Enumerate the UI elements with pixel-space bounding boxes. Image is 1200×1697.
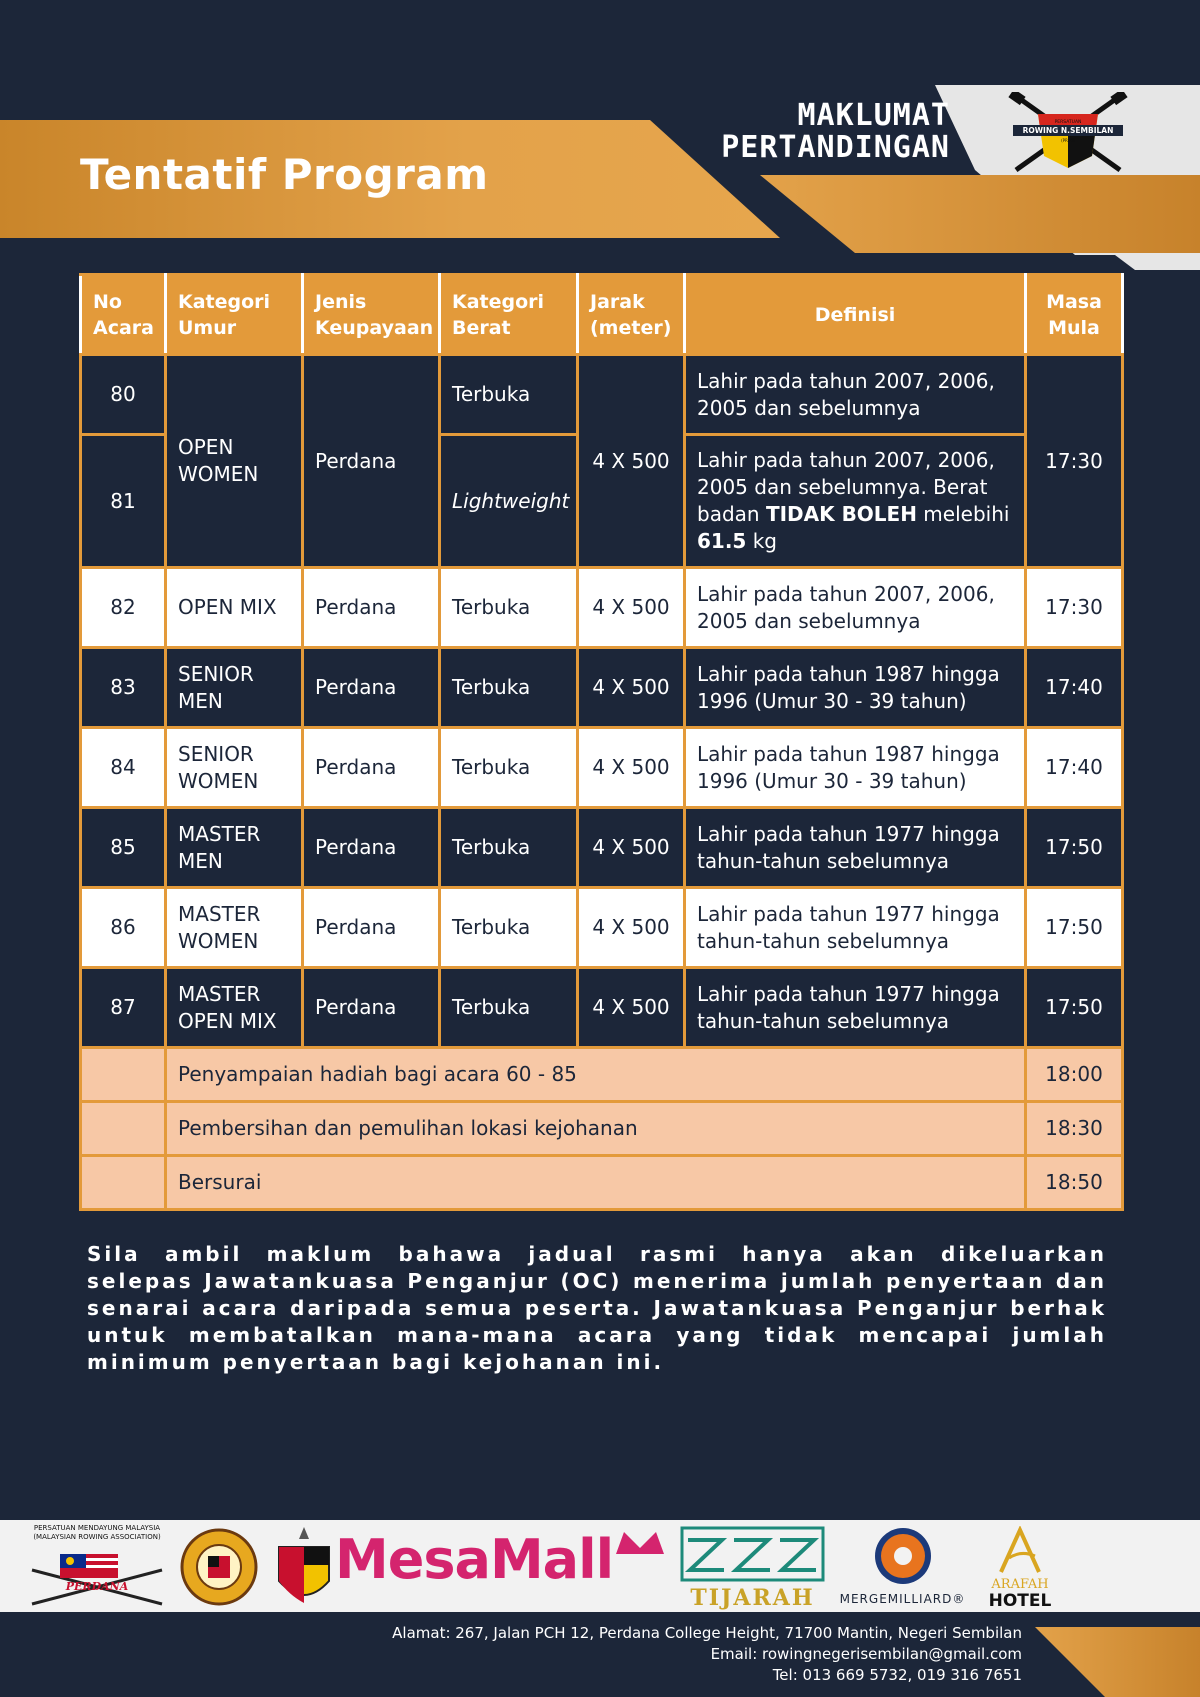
badge-line2: PERTANDINGAN xyxy=(721,130,950,165)
table-header-row xyxy=(81,275,1123,355)
cell-masa: 17:40 xyxy=(1026,648,1123,728)
cell-kategori-umur: MASTER MEN xyxy=(166,808,303,888)
col-no: No Acara xyxy=(81,275,166,355)
pmm-flag-icon xyxy=(22,1542,172,1608)
footer-corner xyxy=(1035,1627,1200,1697)
mergemilliard-gear-icon xyxy=(858,1524,948,1588)
definisi-bold: 61.5 xyxy=(697,529,747,553)
cell-empty xyxy=(81,1156,166,1210)
cell-berat: Terbuka xyxy=(440,728,578,808)
extra-row xyxy=(81,1102,1123,1156)
tijarah-logo xyxy=(680,1526,825,1610)
cell-definisi: Lahir pada tahun 1977 hingga tahun-tahun sebelumnya xyxy=(685,808,1026,888)
mesamall-logo: MesaMall xyxy=(335,1528,614,1591)
cell-berat: Terbuka xyxy=(440,568,578,648)
cell-kategori-umur: SENIOR MEN xyxy=(166,648,303,728)
cell-masa: 18:00 xyxy=(1026,1048,1123,1102)
pmm-line1: PERSATUAN MENDAYUNG MALAYSIA xyxy=(33,1524,161,1532)
cell-berat: Terbuka xyxy=(440,808,578,888)
cell-jenis: Perdana xyxy=(303,355,440,568)
cell-masa: 17:40 xyxy=(1026,728,1123,808)
cell-no: 85 xyxy=(81,808,166,888)
cell-jarak: 4 X 500 xyxy=(578,648,685,728)
logo-text-top: PERSATUAN xyxy=(1054,120,1082,125)
cell-no: 83 xyxy=(81,648,166,728)
contact-email: Email: rowingnegerisembilan@gmail.com xyxy=(710,1645,1022,1663)
rowing-logo-icon xyxy=(1008,92,1128,172)
col-definisi: Definisi xyxy=(685,275,1026,355)
col-jenis: Jenis Keupayaan xyxy=(303,275,440,355)
pmm-line2: (MALAYSIAN ROWING ASSOCIATION) xyxy=(33,1533,161,1541)
cell-berat: Terbuka xyxy=(440,888,578,968)
cell-jarak: 4 X 500 xyxy=(578,888,685,968)
cell-extra-label: Bersurai xyxy=(166,1156,1026,1210)
definisi-part: Lahir pada tahun 2007, 2006, 2005 dan sebelumnya. Berat badan xyxy=(697,448,995,526)
cell-jenis: Perdana xyxy=(303,568,440,648)
mesamall-m-icon xyxy=(610,1526,670,1560)
page-title: Tentatif Program xyxy=(80,150,489,199)
cell-masa: 17:30 xyxy=(1026,568,1123,648)
arafah-logo xyxy=(975,1526,1065,1610)
tijarah-word: TIJARAH xyxy=(690,1585,815,1611)
cell-definisi: Lahir pada tahun 1977 hingga tahun-tahun sebelumnya xyxy=(685,968,1026,1048)
sponsor-band xyxy=(0,1520,1200,1612)
cell-masa: 17:50 xyxy=(1026,968,1123,1048)
col-berat: Kategori Berat xyxy=(440,275,578,355)
cell-no: 82 xyxy=(81,568,166,648)
cell-jenis: Perdana xyxy=(303,968,440,1048)
program-table xyxy=(79,273,1124,1211)
cell-berat: Terbuka xyxy=(440,648,578,728)
table-row xyxy=(81,728,1123,808)
cell-definisi: Lahir pada tahun 1987 hingga 1996 (Umur 30 - 39 tahun) xyxy=(685,648,1026,728)
cell-berat: Lightweight xyxy=(440,435,578,568)
cell-jenis: Perdana xyxy=(303,808,440,888)
cell-masa: 18:30 xyxy=(1026,1102,1123,1156)
cell-kategori-umur: OPEN MIX xyxy=(166,568,303,648)
cell-definisi xyxy=(685,435,1026,568)
cell-definisi: Lahir pada tahun 1977 hingga tahun-tahun sebelumnya xyxy=(685,888,1026,968)
badge-line1: MAKLUMAT xyxy=(797,98,950,133)
cell-no: 86 xyxy=(81,888,166,968)
cell-no: 80 xyxy=(81,355,166,435)
table-row xyxy=(81,808,1123,888)
arafah-a-icon xyxy=(995,1526,1045,1574)
table-row xyxy=(81,355,1123,435)
cell-kategori-umur: OPEN WOMEN xyxy=(166,355,303,568)
col-kategori-umur: Kategori Umur xyxy=(166,275,303,355)
mergemilliard-word: MERGEMILLIARD® xyxy=(839,1592,966,1606)
contact-tel: Tel: 013 669 5732, 019 316 7651 xyxy=(772,1666,1022,1684)
contact-block xyxy=(392,1623,1022,1686)
table-row xyxy=(81,568,1123,648)
table-row xyxy=(81,968,1123,1048)
arafah-word2: HOTEL xyxy=(988,1591,1052,1611)
cell-jarak: 4 X 500 xyxy=(578,728,685,808)
cell-jarak: 4 X 500 xyxy=(578,355,685,568)
logo-text-bottom: (PRNS) xyxy=(1061,138,1075,143)
badge-maklumat xyxy=(720,100,950,164)
cell-definisi: Lahir pada tahun 2007, 2006, 2005 dan sebelumnya xyxy=(685,568,1026,648)
definisi-bold: TIDAK BOLEH xyxy=(765,502,917,526)
arafah-word1: ARAFAH xyxy=(991,1577,1049,1592)
cell-extra-label: Pembersihan dan pemulihan lokasi kejohanan xyxy=(166,1102,1026,1156)
table-row xyxy=(81,888,1123,968)
notice-paragraph: Sila ambil maklum bahawa jadual rasmi hanya akan dikeluarkan selepas Jawatankuasa Penganjur (OC) menerima jumlah penyertaan dan senarai acara daripada semua peserta. Jawatankuasa Penganjur berhak untuk membatalkan mana-mana acara yang tidak mencapai jumlah minimum penyertaan bagi kejohanan ini. xyxy=(87,1242,1107,1374)
cell-kategori-umur: SENIOR WOMEN xyxy=(166,728,303,808)
cell-definisi: Lahir pada tahun 2007, 2006, 2005 dan sebelumnya xyxy=(685,355,1026,435)
cell-definisi: Lahir pada tahun 1987 hingga 1996 (Umur 30 - 39 tahun) xyxy=(685,728,1026,808)
cell-kategori-umur: MASTER OPEN MIX xyxy=(166,968,303,1048)
extra-row xyxy=(81,1156,1123,1210)
cell-masa: 17:50 xyxy=(1026,888,1123,968)
cell-empty xyxy=(81,1048,166,1102)
table-row xyxy=(81,648,1123,728)
cell-jenis: Perdana xyxy=(303,728,440,808)
cell-berat: Terbuka xyxy=(440,355,578,435)
tijarah-pattern-icon xyxy=(680,1526,825,1582)
cell-jarak: 4 X 500 xyxy=(578,808,685,888)
cell-jenis: Perdana xyxy=(303,648,440,728)
cell-no: 84 xyxy=(81,728,166,808)
cell-masa: 17:50 xyxy=(1026,808,1123,888)
definisi-part: kg xyxy=(746,529,777,553)
cell-jarak: 4 X 500 xyxy=(578,568,685,648)
pmm-logo xyxy=(22,1524,172,1611)
majlis-sukan-logo-icon xyxy=(172,1528,266,1606)
cell-empty xyxy=(81,1102,166,1156)
cell-no: 81 xyxy=(81,435,166,568)
cell-masa: 18:50 xyxy=(1026,1156,1123,1210)
cell-extra-label: Penyampaian hadiah bagi acara 60 - 85 xyxy=(166,1048,1026,1102)
pmm-word: PERDANA xyxy=(65,1580,129,1593)
ns-crest-icon xyxy=(275,1525,333,1609)
extra-row xyxy=(81,1048,1123,1102)
cell-no: 87 xyxy=(81,968,166,1048)
cell-masa: 17:30 xyxy=(1026,355,1123,568)
mergemilliard-logo xyxy=(835,1524,970,1606)
header-corner-orange xyxy=(760,175,1200,253)
cell-kategori-umur: MASTER WOMEN xyxy=(166,888,303,968)
definisi-part: melebihi xyxy=(916,502,1010,526)
contact-address: Alamat: 267, Jalan PCH 12, Perdana College Height, 71700 Mantin, Negeri Sembilan xyxy=(392,1624,1022,1642)
cell-berat: Terbuka xyxy=(440,968,578,1048)
col-masa: Masa Mula xyxy=(1026,275,1123,355)
logo-text: ROWING N.SEMBILAN xyxy=(1022,126,1114,135)
cell-jenis: Perdana xyxy=(303,888,440,968)
col-jarak: Jarak (meter) xyxy=(578,275,685,355)
cell-jarak: 4 X 500 xyxy=(578,968,685,1048)
